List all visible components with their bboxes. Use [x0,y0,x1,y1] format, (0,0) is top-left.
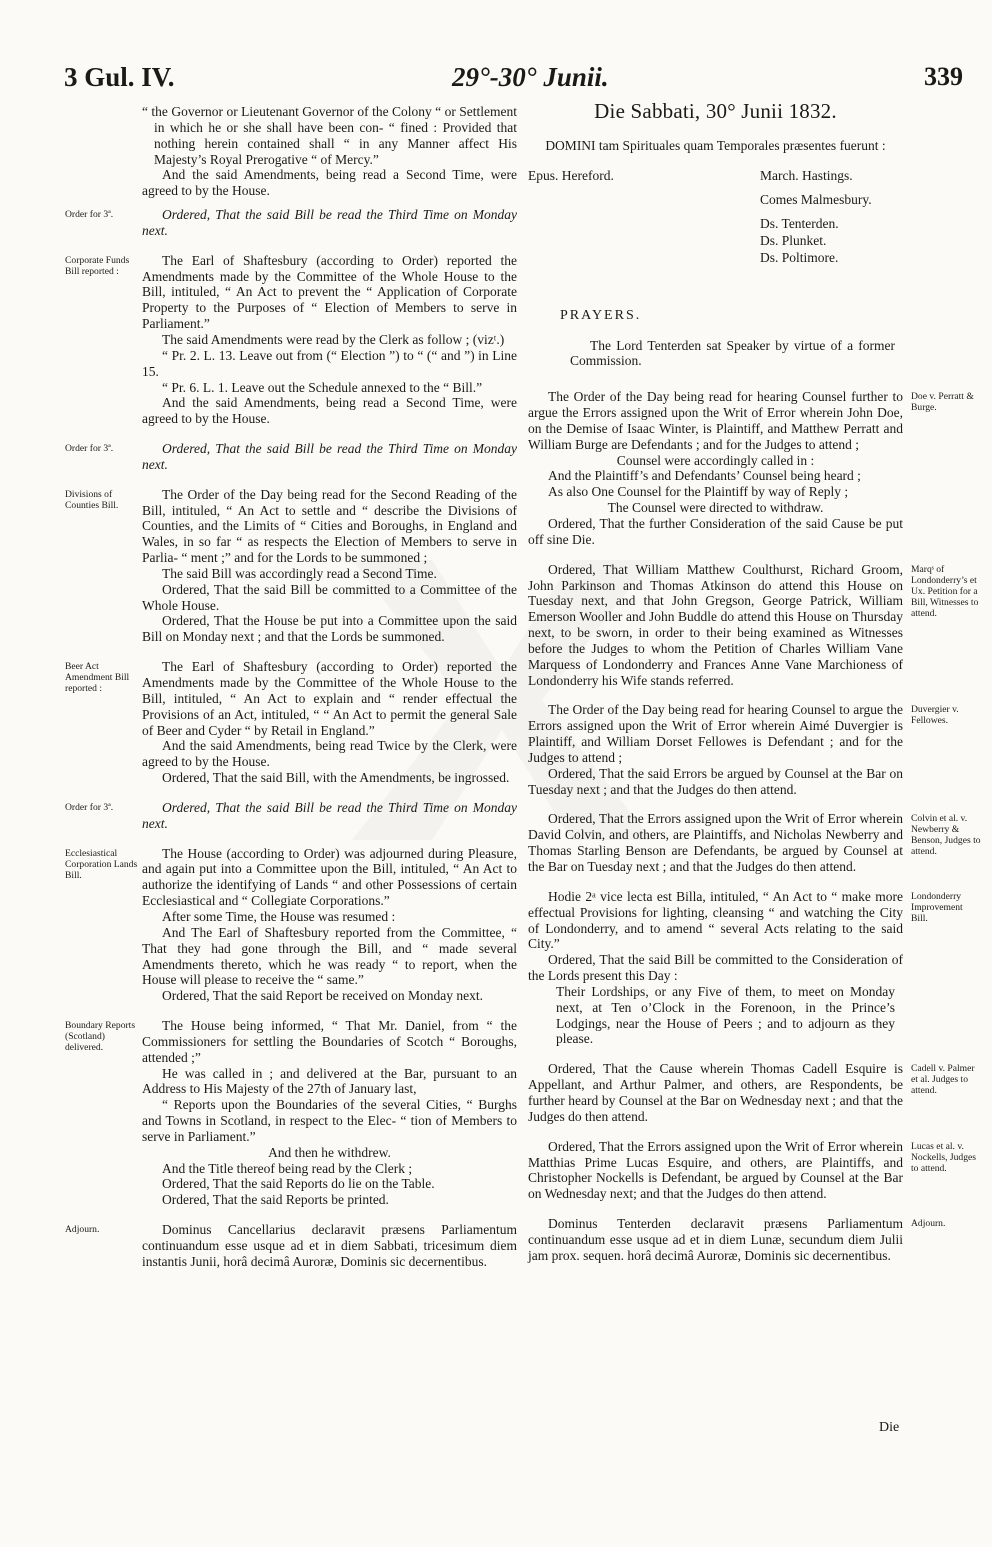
paragraph: Ordered, That the said Bill be read the Third Time on Monday next. [142,441,517,472]
section-colvin-v-newberry [528,811,981,874]
paragraph: And The Earl of Shaftesbury reported from the Committee, “ That they had gone through the Bill, and “ made several Amendments thereto, which he was ready “ to report, when the House will please to receive the “ same.” [142,924,517,988]
paragraph: “ Pr. 6. L. 1. Leave out the Schedule annexed to the “ Bill.” [162,379,483,395]
paragraph: Ordered, That the Errors assigned upon the Writ of Error wherein Matthias Prime Lucas Esquire, and others, are Plaintiffs, and Christopher Nockells is Defendant, be argued by Counsel at the Bar on Wednesday next; and that the Judges do then attend. [528,1138,903,1202]
paragraph: Ordered, That the Cause wherein Thomas Cadell Esquire is Appellant, and Arthur Palmer, and others, are Respondents, be further heard by Counsel at the Bar on Wednesday next ; and that the Judges do then attend. [528,1061,903,1124]
section-corporate-funds-bill [65,252,517,427]
margin-note: Londonderry Improvement Bill. [911,890,963,924]
margin-note: Divisions of Counties Bill. [65,488,119,511]
running-head-date: 29°-30° Junii. [452,62,609,92]
day-heading: Die Sabbati, 30° Junii 1832. [594,99,837,123]
paragraph: Counsel were accordingly called in : [616,452,815,468]
section-prerogative-continued [142,104,517,199]
paragraph: The Counsel were directed to withdraw. [607,500,824,516]
paragraph: The said Amendments were read by the Clerk as follow ; (vizᵗ.) [162,331,505,347]
margin-note: Adjourn. [911,1218,946,1230]
paragraph: And the Title thereof being read by the Clerk ; [162,1160,413,1176]
paragraph: And the said Amendments, being read a Second Time, were agreed to by the House. [142,395,517,427]
paragraph: Their Lordships, or any Five of them, to meet on Monday next, at Ten o’Clock in the Forenoon, in the Prince’s Lodgings, near the House of Peers ; and to adjourn as they please. [556,983,895,1047]
paragraph: And the said Amendments, being read Twice by the Clerk, were agreed to by the House. [142,738,517,770]
paragraph: Ordered, That the Errors assigned upon the Writ of Error wherein David Colvin, and others, are Plaintiffs, and Nicholas Newberry and Thomas Starling Benson are Defendants, be argued by Counsel at the Bar on Tuesday next ; and that the Judges do then attend. [528,811,903,874]
paragraph: Ordered, That the said Report be received on Monday next. [162,988,484,1004]
margin-note: Beer Act Amendment Bill reported : [65,661,130,695]
paragraph: And the Plaintiff’s and Defendants’ Counsel being heard ; [548,468,861,484]
paragraph: Dominus Cancellarius declaravit præsens Parliamentum continuandum esse usque ad et in diem Sabbati, tricesimum diem instantis Junii, horâ decimâ Auroræ, Dominis sic decernentibus. [142,1222,517,1269]
margin-note: Marqˢ of Londonderry’s et Ux. Petition for a Bill, Witnesses to attend. [911,563,979,619]
paragraph: “ Pr. 2. L. 13. Leave out from (“ Election ”) to “ (“ and ”) in Line 15. [142,347,517,379]
paragraph: Hodie 2ᵃ vice lecta est Billa, intituled, “ An Act to “ make more effectual Provisions for lighting, cleansing “ and watching the City of Londonderry, and to amend “ several Acts relating to the said City.” [528,888,903,952]
domini-line: DOMINI tam Spirituales quam Temporales præsentes fuerunt : [545,137,886,153]
paragraph: He was called in ; and delivered at the Bar, pursuant to an Address to His Majesty of the 27th of January last, [142,1065,517,1097]
lord-spiritual: Epus. Hereford. [528,167,614,183]
paragraph: “ the Governor or Lieutenant Governor of the Colony “ or Settlement in which he or she shall have been con- “ fined : Provided that nothing herein contained shall “ in any Manner affect His Majesty’s Royal Prerogative “ of Mercy.” [142,104,517,167]
lord-temporal: Ds. Plunket. [760,232,827,248]
paragraph: Ordered, That the said Bill be committed to a Committee of the Whole House. [142,581,517,613]
section-beer-act-bill [65,659,517,786]
paragraph: And then he withdrew. [268,1144,391,1160]
margin-note: Cadell v. Palmer et al. Judges to attend. [911,1063,975,1097]
paragraph: Ordered, That the said Reports do lie on the Table. [162,1176,435,1192]
paragraph: As also One Counsel for the Plaintiff by way of Reply ; [548,484,849,500]
margin-note: Order for 3ª. [65,209,114,221]
paragraph: And the said Amendments, being read a Second Time, were agreed to by the House. [142,167,517,199]
margin-note: Colvin et al. v. Newberry & Benson, Judges to attend. [911,813,981,858]
section-divisions-of-counties-bill [65,486,517,645]
section-doe-v-perratt [528,389,974,547]
section-boundary-reports [65,1018,517,1208]
right-column [528,99,981,1264]
lord-temporal: Ds. Tenterden. [760,215,839,231]
margin-note: Duvergier v. Fellowes. [911,704,959,727]
page-number: 339 [924,62,963,91]
section-londonderry-witnesses [528,561,979,689]
paragraph: Ordered, That the said Errors be argued by Counsel at the Bar on Tuesday next ; and that the Judges do then attend. [528,765,903,797]
catchword: Die [879,1420,900,1435]
running-head-regnal-year: 3 Gul. IV. [64,62,175,92]
section-order-third-reading [65,799,517,832]
lord-temporal: March. Hastings. [760,167,853,183]
margin-note: Lucas et al. v. Nockells, Judges to attend. [911,1140,977,1174]
margin-note: Corporate Funds Bill reported : [65,254,130,277]
left-column [65,104,517,1270]
section-lucas-v-nockells [528,1138,977,1202]
paragraph: The Earl of Shaftesbury (according to Order) reported the Amendments made by the Committee of the Whole House to the Bill, intituled, “ An Act to prevent the “ Application of Corporate Property to the Purposes of “ Election of Members to serve in Parliament.” [142,252,517,332]
paragraph: Ordered, That the said Bill, with the Amendments, be ingrossed. [162,770,510,786]
lord-temporal: Ds. Poltimore. [760,249,839,265]
section-order-third-reading [65,207,517,239]
margin-note: Boundary Reports (Scotland) delivered. [65,1020,136,1054]
paragraph: The House being informed, “ That Mr. Daniel, from “ the Commissioners for settling the Boundaries of Scotch “ Boroughs, attended ;” [142,1018,517,1065]
section-cadell-v-palmer [528,1061,975,1124]
margin-note: Ecclesiastical Corporation Lands Bill. [65,847,138,881]
paragraph: The Earl of Shaftesbury (according to Order) reported the Amendments made by the Committee of the Whole House to the Bill, intituled, “ An Act to explain and “ render effectual the Provisions of an Act, intituled, “ “ An Act to permit the general Sale of Beer and Cyder “ by Retail in England.” [142,659,517,738]
paragraph: Ordered, That the further Consideration of the said Cause be put off sine Die. [528,515,903,547]
lord-temporal: Comes Malmesbury. [760,191,872,207]
paragraph: Dominus Tenterden declaravit præsens Parliamentum continuandum esse usque ad et in diem Lunæ, secundum diem Julii jam prox. sequen. horâ decimâ Auroræ, Dominis sic decernentibus. [528,1216,903,1263]
paragraph: Ordered, That the said Bill be read the Third Time on Monday next. [142,207,517,238]
paragraph: The Order of the Day being read for hearing Counsel further to argue the Errors assigned upon the Writ of Error wherein John Doe, on the Demise of Isaac Winter, is Plaintiff, and Matthew Perratt and William Burge are Defendants ; and for the Judges to attend ; [528,389,903,452]
paragraph: “ Reports upon the Boundaries of the several Cities, “ Burghs and Towns in Scotland, in respect to the Elec- “ tion of Members to serve in Parliament.” [142,1097,517,1144]
paragraph: The House (according to Order) was adjourned during Pleasure, and again put into a Committee upon the Bill, intituled, “ An Act to authorize the identifying of Lands “ and other Possessions of certain Ecclesiastical and “ Collegiate Corporations.” [142,845,517,909]
section-adjourn [528,1216,946,1264]
margin-note: Order for 3ª. [65,801,114,813]
paragraph: After some Time, the House was resumed : [162,908,396,924]
paragraph: Ordered, That the said Bill be read the Third Time on Monday next. [142,799,517,831]
paragraph: Ordered, That the House be put into a Committee upon the said Bill on Monday next ; and that the Lords be summoned. [142,613,517,645]
section-londonderry-improvement-bill [528,888,963,1047]
margin-note: Doe v. Perratt & Burge. [911,391,974,414]
paragraph: Ordered, That the said Reports be printed. [162,1192,389,1208]
section-ecclesiastical-lands-bill [65,845,517,1004]
section-duvergier-v-fellowes [528,702,959,797]
prayers-heading: PRAYERS. [560,307,642,323]
section-adjourn [65,1222,517,1270]
section-order-third-reading [65,441,517,473]
paragraph: Ordered, That the said Bill be committed to the Consideration of the Lords present this Day : [528,952,903,984]
lords-present-list [528,168,903,308]
margin-note: Adjourn. [65,1224,100,1236]
paragraph: Ordered, That William Matthew Coulthurst, Richard Groom, John Parkinson and Thomas Atkinson do attend this House on Tuesday next, and that John Gregson, George Patrick, William Emerson Wooller and John Buddle do attend this House on Thursday next, to be sworn, in order to their being examined as Witnesses before the Judges to whom the Petition of Charles William Vane Marquess of Londonderry and Frances Anne Vane Marchioness of Londonderry his Wife stands referred. [528,561,903,688]
paragraph: The said Bill was accordingly read a Second Time. [162,565,437,581]
paragraph: The Order of the Day being read for hearing Counsel to argue the Errors assigned upon the Writ of Error wherein Aimé Duvergier is Plaintiff, and William Dorset Fellowes is Defendant ; and for the Judges to attend ; [528,702,903,765]
paragraph: The Order of the Day being read for the Second Reading of the Bill, intituled, “ An Act to settle and “ describe the Divisions of Counties, and the Limits of “ Cities and Boroughs, in England and Wales, in so far “ as respects the Election of Members to serve in Parlia- “ ment ;” and for the Lords to be summoned ; [142,486,517,566]
speaker-note: The Lord Tenterden sat Speaker by virtue of a former Commission. [570,337,895,369]
margin-note: Order for 3ª. [65,443,114,455]
